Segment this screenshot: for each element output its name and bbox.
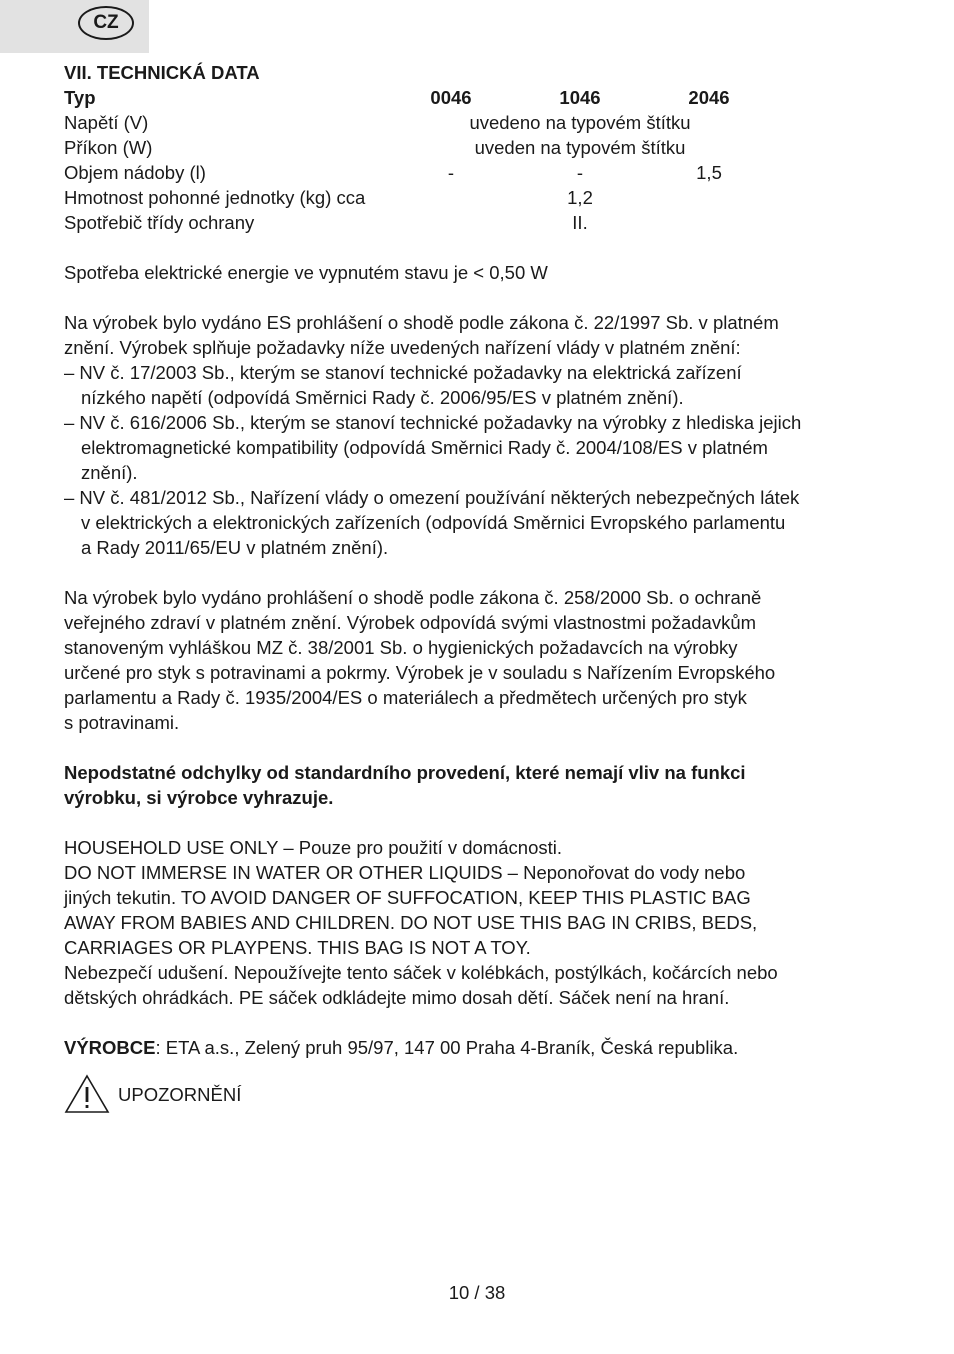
document-content	[64, 60, 894, 1114]
model-0046: 0046	[430, 87, 472, 108]
spec-row-protection-class: Spotřebič třídy ochrany II.	[64, 212, 588, 233]
manufacturer-text: : ETA a.s., Zelený pruh 95/97, 147 00 Praha 4-Braník, Česká republika.	[155, 1037, 739, 1058]
spec-row-voltage: Napětí (V) uvedeno na typovém štítku	[64, 112, 691, 133]
regulation-item: – NV č. 481/2012 Sb., Nařízení vlády o omezení používání některých nebezpečných látek	[64, 487, 800, 508]
page-number: 10 / 38	[448, 1282, 506, 1303]
es-declaration: Na výrobek bylo vydáno ES prohlášení o shodě podle zákona č. 22/1997 Sb. v platném znění. Výrobek splňuje požadavky níže uvedených nařízení vlády v platném znění: – NV č. 17/2003 Sb., kterým se stanoví technické požadavky na elektrická zařízení nízkého napětí (odpovídá Směrnici Rady č. 2006/95/ES v platném znění). – NV č. 616/2006 Sb., kterým se stanoví technické požadavky na výrobky z hlediska jejich elektromagnetické kompatibility (odpovídá Směrnici Rady č. 2004/108/ES v platném znění). – NV č. 481/2012 Sb., Nařízení vlády o omezení používání některých nebezpečných látek v elektrických a elektronických zařízeních (odpovídá Směrnici Evropského parlamentu a Rady 2011/65/EU v platném znění).	[64, 310, 894, 560]
standby-consumption: Spotřeba elektrické energie ve vypnutém stavu je < 0,50 W	[64, 262, 548, 283]
spec-row-weight: Hmotnost pohonné jednotky (kg) cca 1,2	[64, 187, 593, 208]
safety-warnings: HOUSEHOLD USE ONLY – Pouze pro použití v domácnosti. DO NOT IMMERSE IN WATER OR OTHER LIQUIDS – Neponořovat do vody nebo jiných tekutin. TO AVOID DANGER OF SUFFOCATION, KEEP THIS PLASTIC BAG AWAY FROM BABIES AND CHILDREN. DO NOT USE THIS BAG IN CRIBS, BEDS, CARRIAGES OR PLAYPENS. THIS BAG IS NOT A TOY. Nebezpečí udušení. Nepoužívejte tento sáček v kolébkách, postýlkách, kočárcích nebo dětských ohrádkách. PE sáček odkládejte mimo dosah dětí. Sáček není na hraní.	[64, 837, 778, 1008]
regulation-item: – NV č. 616/2006 Sb., kterým se stanoví technické požadavky na výrobky z hlediska jejich	[64, 412, 802, 433]
language-badge: CZ	[78, 6, 134, 40]
caution-label: UPOZORNĚNÍ	[118, 1083, 242, 1105]
section-title: VII. TECHNICKÁ DATA	[64, 62, 260, 83]
warning-triangle-icon	[64, 1074, 110, 1114]
spec-header-label: Typ	[64, 87, 96, 108]
language-tab	[0, 0, 149, 53]
spec-row-power: Příkon (W) uveden na typovém štítku	[64, 137, 686, 158]
deviation-note: Nepodstatné odchylky od standardního provedení, které nemají vliv na funkci výrobku, si výrobce vyhrazuje.	[64, 762, 746, 808]
regulation-item: – NV č. 17/2003 Sb., kterým se stanoví technické požadavky na elektrická zařízení	[64, 362, 742, 383]
model-2046: 2046	[688, 87, 730, 108]
health-declaration: Na výrobek bylo vydáno prohlášení o shodě podle zákona č. 258/2000 Sb. o ochraně veřejného zdraví v platném znění. Výrobek odpovídá svými vlastnostmi požadavkům stanoveným vyhláškou MZ č. 38/2001 Sb. o hygienických požadavcích na výrobky určené pro styk s potravinami a pokrmy. Výrobek je v souladu s Nařízením Evropského parlamentu a Rady č. 1935/2004/ES o materiálech a předmětech určených pro styk s potravinami.	[64, 587, 776, 733]
manufacturer-info	[64, 1035, 894, 1060]
caution-heading	[64, 1074, 894, 1114]
manufacturer-label: VÝROBCE	[64, 1037, 156, 1058]
spec-row-volume: Objem nádoby (l) - - 1,5	[64, 162, 722, 183]
model-1046: 1046	[559, 87, 601, 108]
spec-table-header	[64, 85, 894, 110]
